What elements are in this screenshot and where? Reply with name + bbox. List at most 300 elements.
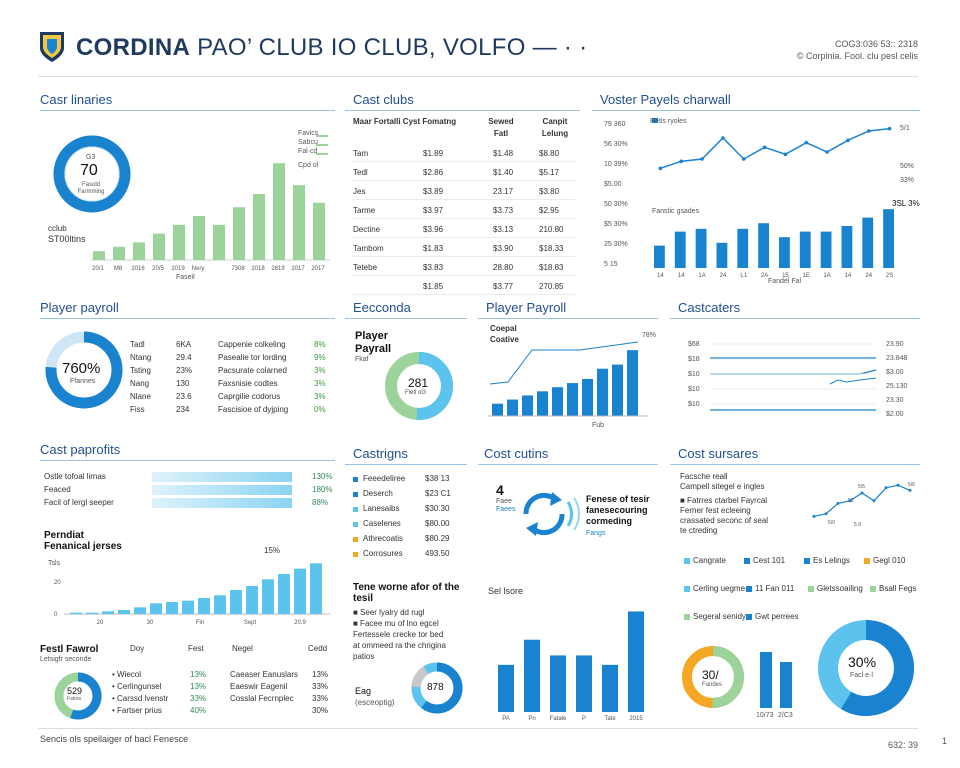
table-cell: $18.33	[539, 244, 564, 253]
panel-title: Casr linaries	[40, 92, 113, 107]
line-chart	[670, 330, 920, 420]
x-tick-label: 2017	[291, 266, 305, 272]
list-cell: 30%	[312, 706, 329, 715]
legend-item: Fal·cd	[298, 148, 318, 155]
list-cell: Tsting	[130, 366, 151, 375]
donut-sublabel: Fletl ol3	[405, 390, 427, 396]
donut-value: 30%	[848, 654, 877, 670]
page-title: CORDINA PAO’ CLUB IO CLUB, VOLFO — · ·	[76, 34, 588, 61]
list-cell: 13%	[190, 670, 207, 679]
legend-item: Es Lelings	[813, 556, 850, 565]
big-number: 4	[496, 482, 504, 498]
bullet-item: at ommeed ra the chrigina	[353, 641, 446, 650]
x-tick-label: 1A	[698, 273, 706, 279]
bar	[310, 563, 322, 614]
bar	[627, 350, 638, 416]
panel-cast-clubs	[345, 92, 580, 291]
x-axis-label: Fandel Fal	[768, 278, 802, 285]
bar	[582, 379, 593, 416]
x-tick-label: 20/5	[152, 266, 164, 272]
line-point	[784, 153, 788, 157]
list-cell: 3%	[314, 366, 326, 375]
x-tick-label: 20.9	[294, 620, 306, 626]
right-label: 50%	[900, 163, 915, 170]
panel-tene-worne	[345, 578, 467, 723]
footer-code: 632: 39	[888, 740, 919, 750]
list-cell: 6KA	[176, 340, 192, 349]
donut-sublabel: Fasold Farmming	[77, 182, 105, 195]
table-cell: 210.80	[539, 225, 564, 234]
table-cell: $2.95	[539, 206, 560, 215]
legend-item: Gwt perrees	[755, 612, 799, 621]
y-tick-label: 20	[54, 580, 61, 586]
list-label: Facil of lergl seeper	[44, 498, 114, 507]
pct-label: 15%	[264, 546, 281, 555]
bar	[294, 569, 306, 614]
bar	[696, 229, 707, 268]
y-tick-label: $18	[688, 356, 700, 363]
list-value: $80.29	[425, 534, 450, 543]
table-cell: Dectine	[353, 225, 381, 234]
line-point	[679, 160, 683, 164]
bullet-item: patios	[353, 652, 375, 661]
legend-item: Retis ryoles	[650, 118, 687, 125]
club-crest-icon	[38, 30, 66, 64]
label: Payrall	[355, 343, 392, 355]
donut-value: 30/	[702, 668, 719, 682]
list-cell: Nang	[130, 379, 150, 388]
bullet-item: ■ Seer lyalry dd rugl	[353, 608, 425, 617]
bar	[522, 395, 533, 416]
y-tick-label: 23.30	[886, 397, 904, 404]
panel-cost-sursares	[670, 446, 920, 564]
line-point	[813, 515, 816, 518]
x-tick-label: 2019	[171, 266, 185, 272]
legend-item: Bsall Fegs	[879, 584, 917, 593]
x-tick-label: 1E	[802, 273, 810, 279]
column-header: Doy	[130, 644, 145, 653]
panel-title: Player payroll	[40, 300, 119, 315]
point-label: 55	[848, 498, 854, 504]
point-label: 5.9	[854, 522, 861, 528]
legend-swatch	[353, 477, 358, 482]
list-value: 180%	[312, 485, 333, 494]
table-cell: $3.90	[493, 244, 514, 253]
y-tick-label: $68	[688, 341, 700, 348]
line-point	[888, 127, 892, 131]
list-cell: Faxsnisie codtes	[218, 379, 278, 388]
series-line	[830, 378, 876, 384]
legend-item: Sabcu	[298, 139, 318, 146]
legend-item: 11 Fan 011	[755, 584, 795, 593]
footer-divider	[38, 728, 918, 729]
panel-summary-donuts	[670, 578, 920, 723]
table-cell: $18.83	[539, 263, 564, 272]
bar-chart	[488, 336, 648, 420]
donut-value: 70	[80, 162, 98, 179]
table-cell: $5.17	[539, 168, 560, 177]
side-label: Cpd ol	[298, 162, 319, 169]
bar	[576, 655, 592, 712]
line-point	[867, 129, 871, 133]
legend-item: Favics	[298, 130, 319, 137]
legend-swatch	[746, 586, 752, 592]
list-cell: • Wiecol	[112, 670, 142, 679]
x-tick-label: PA	[502, 716, 510, 722]
panel-title: Cast paprofits	[40, 442, 121, 457]
line-point	[659, 167, 663, 171]
column-header: Negel	[232, 644, 253, 653]
list-cell: Cosslal Fecrnplec	[230, 694, 294, 703]
label: Coepal	[490, 324, 517, 333]
bar	[253, 194, 265, 260]
bar	[313, 203, 325, 260]
line-point	[721, 136, 725, 140]
bar	[133, 242, 145, 260]
header-meta-line2: © Corpinia. Fool. clu pesl celis	[796, 51, 918, 61]
y-tick-label: $10	[688, 371, 700, 378]
donut-sublabel: Facl e·l	[850, 672, 873, 679]
bar	[213, 225, 225, 260]
line-point	[804, 141, 808, 145]
list-cell: 234	[176, 405, 190, 414]
list-cell: 33%	[312, 682, 329, 691]
x-tick-label: 24	[865, 273, 873, 279]
line-point	[700, 157, 704, 161]
table-cell: $3.73	[493, 206, 514, 215]
list-label: Corrosures	[363, 549, 403, 558]
series-line	[710, 370, 876, 374]
description-small: Fangs	[586, 530, 606, 537]
header-meta-line1: COG3:036 53:: 2318	[834, 39, 918, 49]
panel-castrigns	[345, 446, 467, 564]
panel-cost-cutins	[478, 446, 658, 564]
list-cell: Nlane	[130, 392, 151, 401]
panel-title: Castrigns	[353, 446, 408, 461]
table-cell: $1.89	[423, 149, 444, 158]
table-row	[353, 279, 575, 295]
line-point	[885, 486, 888, 489]
table-row	[353, 260, 575, 276]
x-tick-label: Nery	[191, 266, 205, 272]
legend-item: Gletssoailing	[817, 584, 863, 593]
panel-title: Tene worne afor of the tesil	[353, 582, 460, 604]
list-label: Feaced	[44, 485, 71, 494]
y-tick-label: 79 360	[604, 121, 626, 128]
x-tick-label: Fatale	[549, 716, 567, 722]
list-cell: 3%	[314, 392, 326, 401]
bar	[602, 665, 618, 712]
list-value: $38 13	[425, 474, 450, 483]
x-tick-label: L1	[740, 273, 748, 279]
panel-title: Festl Fawrol	[40, 644, 99, 655]
bar	[173, 225, 185, 260]
list-cell: 8%	[314, 340, 326, 349]
bar	[550, 655, 566, 712]
x-tick-label: 2018	[251, 266, 265, 272]
line-point	[873, 499, 876, 502]
legend-swatch	[744, 558, 750, 564]
line-point	[846, 139, 850, 143]
x-tick-label: 1A	[823, 273, 831, 279]
list-cell: • Fartser prius	[112, 706, 162, 715]
bar	[293, 185, 305, 260]
panel-rule	[670, 318, 920, 319]
x-tick-label: 14	[677, 273, 685, 279]
line-point	[763, 146, 767, 150]
y-tick-label: 56 30%	[604, 141, 628, 148]
legend-swatch	[870, 586, 876, 592]
column-header: Cedd	[308, 644, 328, 653]
table-cell: $3.80	[539, 187, 560, 196]
y-tick-label: $2.00	[886, 411, 904, 418]
list-label: Ostle tofoal lirnas	[44, 472, 106, 481]
bar	[654, 246, 665, 268]
panel-title: Castcaters	[678, 300, 741, 315]
line-point	[897, 484, 900, 487]
x-tick-label: 30	[146, 620, 154, 626]
table-cell: Jes	[353, 187, 366, 196]
list-value: 130%	[312, 472, 333, 481]
label: Player	[355, 330, 389, 342]
legend-swatch	[353, 507, 358, 512]
bar-chart	[40, 542, 335, 626]
subtitle: Letsigfr seconde	[40, 656, 92, 663]
bar	[597, 369, 608, 416]
x-axis-label: Fub	[592, 422, 605, 429]
bar-chart	[486, 588, 656, 722]
progress-bar	[152, 472, 292, 482]
header-divider	[38, 76, 918, 77]
header-meta	[797, 38, 918, 62]
y-axis-label: Tsls	[48, 560, 61, 567]
x-tick-label: M8	[113, 266, 123, 272]
combo-chart	[592, 112, 920, 282]
y-tick-label: 25 30%	[604, 241, 628, 248]
list-cell: 33%	[312, 694, 329, 703]
bar	[182, 601, 194, 614]
column-header: Sewed Fatl	[488, 117, 514, 138]
description	[586, 494, 650, 527]
x-tick-label: 20/1	[92, 266, 104, 272]
table-row	[353, 146, 575, 162]
x-tick-label: 2/C3	[778, 712, 793, 719]
list-cell: Fascisioe of dyjping	[218, 405, 289, 414]
panel-title: Cast clubs	[353, 92, 414, 107]
line-chart	[808, 476, 918, 536]
panel-sel-lsore	[478, 578, 658, 723]
x-tick-label: 2017	[311, 266, 325, 272]
table-cell: 270.85	[539, 282, 564, 291]
bar	[273, 163, 285, 260]
panel-player-payroll-bars	[478, 300, 658, 430]
subtitle: Facsche reall	[680, 472, 728, 481]
list-value: $30.30	[425, 504, 450, 513]
list-cell: Ntang	[130, 353, 152, 362]
table-cell: $1.85	[423, 282, 444, 291]
legend-item: Segeral senidy	[693, 612, 746, 621]
table-cell: $3.89	[423, 187, 444, 196]
column-header: Canpit Lelung	[541, 117, 569, 138]
footer-text: Sencis ols speilaiger of bacl Fenesce	[40, 734, 189, 744]
table-row	[353, 222, 575, 238]
legend-swatch	[864, 558, 870, 564]
bar	[278, 574, 290, 614]
bar	[821, 232, 832, 268]
table-cell: Tambom	[353, 244, 384, 253]
label: Eag	[355, 686, 372, 696]
table-cell: $3.83	[423, 263, 444, 272]
bar	[507, 400, 518, 416]
list-cell: 3%	[314, 379, 326, 388]
legend-swatch	[353, 492, 358, 497]
y-tick-label: $5 30%	[604, 221, 628, 228]
panel-player-payroll	[40, 300, 335, 430]
line-point	[909, 489, 912, 492]
panel-title: Sel lsore	[488, 586, 524, 596]
x-tick-label: 2S	[885, 273, 894, 279]
series-line	[660, 129, 889, 169]
mini-bar-chart	[756, 648, 806, 710]
table-row	[353, 184, 575, 200]
point-label: 5/6	[908, 482, 915, 488]
table-row	[353, 165, 575, 181]
panel-rule	[40, 318, 335, 319]
subtitle: Perndiat	[44, 530, 85, 541]
x-tick-label: 15	[782, 273, 789, 279]
bar-chart	[50, 132, 330, 272]
bar	[552, 387, 563, 416]
table-cell: $3.77	[493, 282, 514, 291]
legend-item: Cerling uegme	[693, 584, 746, 593]
x-tick-label: 14	[844, 273, 852, 279]
bar	[153, 234, 165, 260]
line-label: Fanstic gsades	[652, 208, 700, 215]
panel-cast-paprofits	[40, 442, 335, 626]
table-cell: $2.86	[423, 168, 444, 177]
bullet-item: ■ Fatrres ctarbel Fayrcal	[680, 496, 768, 505]
bar	[612, 365, 623, 416]
line-point	[861, 492, 864, 495]
x-tick-label: 2016	[131, 266, 145, 272]
table-cell: $1.40	[493, 168, 514, 177]
x-tick-label: Pn	[528, 716, 536, 722]
table-cell: Tetebe	[353, 263, 378, 272]
y-tick-label: 10 39%	[604, 161, 628, 168]
column-header: Fest	[188, 644, 204, 653]
page-header	[38, 28, 938, 72]
label: Fkaf	[355, 356, 369, 363]
y-tick-label: $10	[688, 386, 700, 393]
bar	[70, 613, 82, 614]
panel-casr-linaries	[40, 92, 335, 282]
donut-sublabel: Fatres	[67, 696, 82, 702]
table-cell: $3.13	[493, 225, 514, 234]
donut-top-label: G3	[86, 154, 96, 161]
list-cell: Tadl	[130, 340, 145, 349]
x-tick-label: Tate	[604, 716, 616, 722]
list-label: Deserch	[363, 489, 393, 498]
bar	[492, 404, 503, 416]
list-cell: 13%	[190, 682, 207, 691]
legend-item: Cangrate	[693, 556, 726, 565]
list-cell: Pasealie tor lording	[218, 353, 287, 362]
panel-eecconda	[345, 300, 467, 430]
legend-swatch	[353, 552, 358, 557]
panel-rule	[40, 460, 335, 461]
line-point	[742, 157, 746, 161]
bar	[113, 247, 125, 260]
bar	[842, 226, 853, 268]
bar	[230, 590, 242, 614]
panel-title: Cost sursares	[678, 446, 759, 461]
table-cell: $3.97	[423, 206, 444, 215]
bullet-item: Fertessele crecke tor bed	[353, 630, 444, 639]
legend-swatch	[684, 586, 690, 592]
bar	[717, 243, 728, 268]
table-row	[353, 241, 575, 257]
table-cell: $3.96	[423, 225, 444, 234]
page-number: 1	[942, 736, 948, 746]
table-cell: Tarme	[353, 206, 376, 215]
list-label: Caselenes	[363, 519, 401, 528]
bar	[498, 665, 514, 712]
legend-swatch	[684, 558, 690, 564]
y-tick-label: 23.90	[886, 341, 904, 348]
bar	[737, 229, 748, 268]
line-point	[825, 512, 828, 515]
label: (esceoptig)	[355, 698, 395, 707]
bar	[166, 602, 178, 614]
bar	[524, 640, 540, 712]
bar	[93, 251, 105, 260]
panel-castcaters	[670, 300, 920, 430]
list-cell: 33%	[190, 694, 207, 703]
line-point	[837, 502, 840, 505]
bar	[150, 603, 162, 614]
list-cell: Fiss	[130, 405, 145, 414]
table-cell: 23.17	[493, 187, 514, 196]
bar	[198, 598, 210, 614]
bullet-item: te ctreding	[680, 526, 718, 535]
table-cell: Tam	[353, 149, 369, 158]
left-value-label: ST00ltins	[48, 234, 86, 244]
panel-rule	[478, 318, 658, 319]
legend-swatch	[746, 614, 752, 620]
list-label: Athrecoatis	[363, 534, 404, 543]
list-value: 88%	[312, 498, 329, 507]
x-tick-label: 20	[96, 620, 104, 626]
legend-swatch	[353, 522, 358, 527]
donut-value: 529	[67, 686, 83, 696]
x-tick-label: Fin	[195, 620, 205, 626]
list-cell: Pacsurate colarned	[218, 366, 287, 375]
y-tick-label: 25.130	[886, 383, 908, 390]
column-header: Maar Fortalli Cyst Fomatng	[353, 117, 457, 126]
top-label: 78%	[642, 332, 657, 339]
bar	[262, 579, 274, 614]
panel-rule	[345, 318, 467, 319]
y-tick-label: $3.00	[886, 369, 904, 376]
list-cell: Cappenie colkeling	[218, 340, 286, 349]
x-tick-label: 24	[719, 273, 727, 279]
x-tick-label: Sept	[243, 620, 257, 626]
subtitle: Fenanical jerses	[44, 541, 122, 552]
x-tick-label: 7308	[231, 266, 245, 272]
table-cell: $1.48	[493, 149, 514, 158]
legend-swatch	[353, 537, 358, 542]
right-label: 5/1	[900, 125, 910, 132]
